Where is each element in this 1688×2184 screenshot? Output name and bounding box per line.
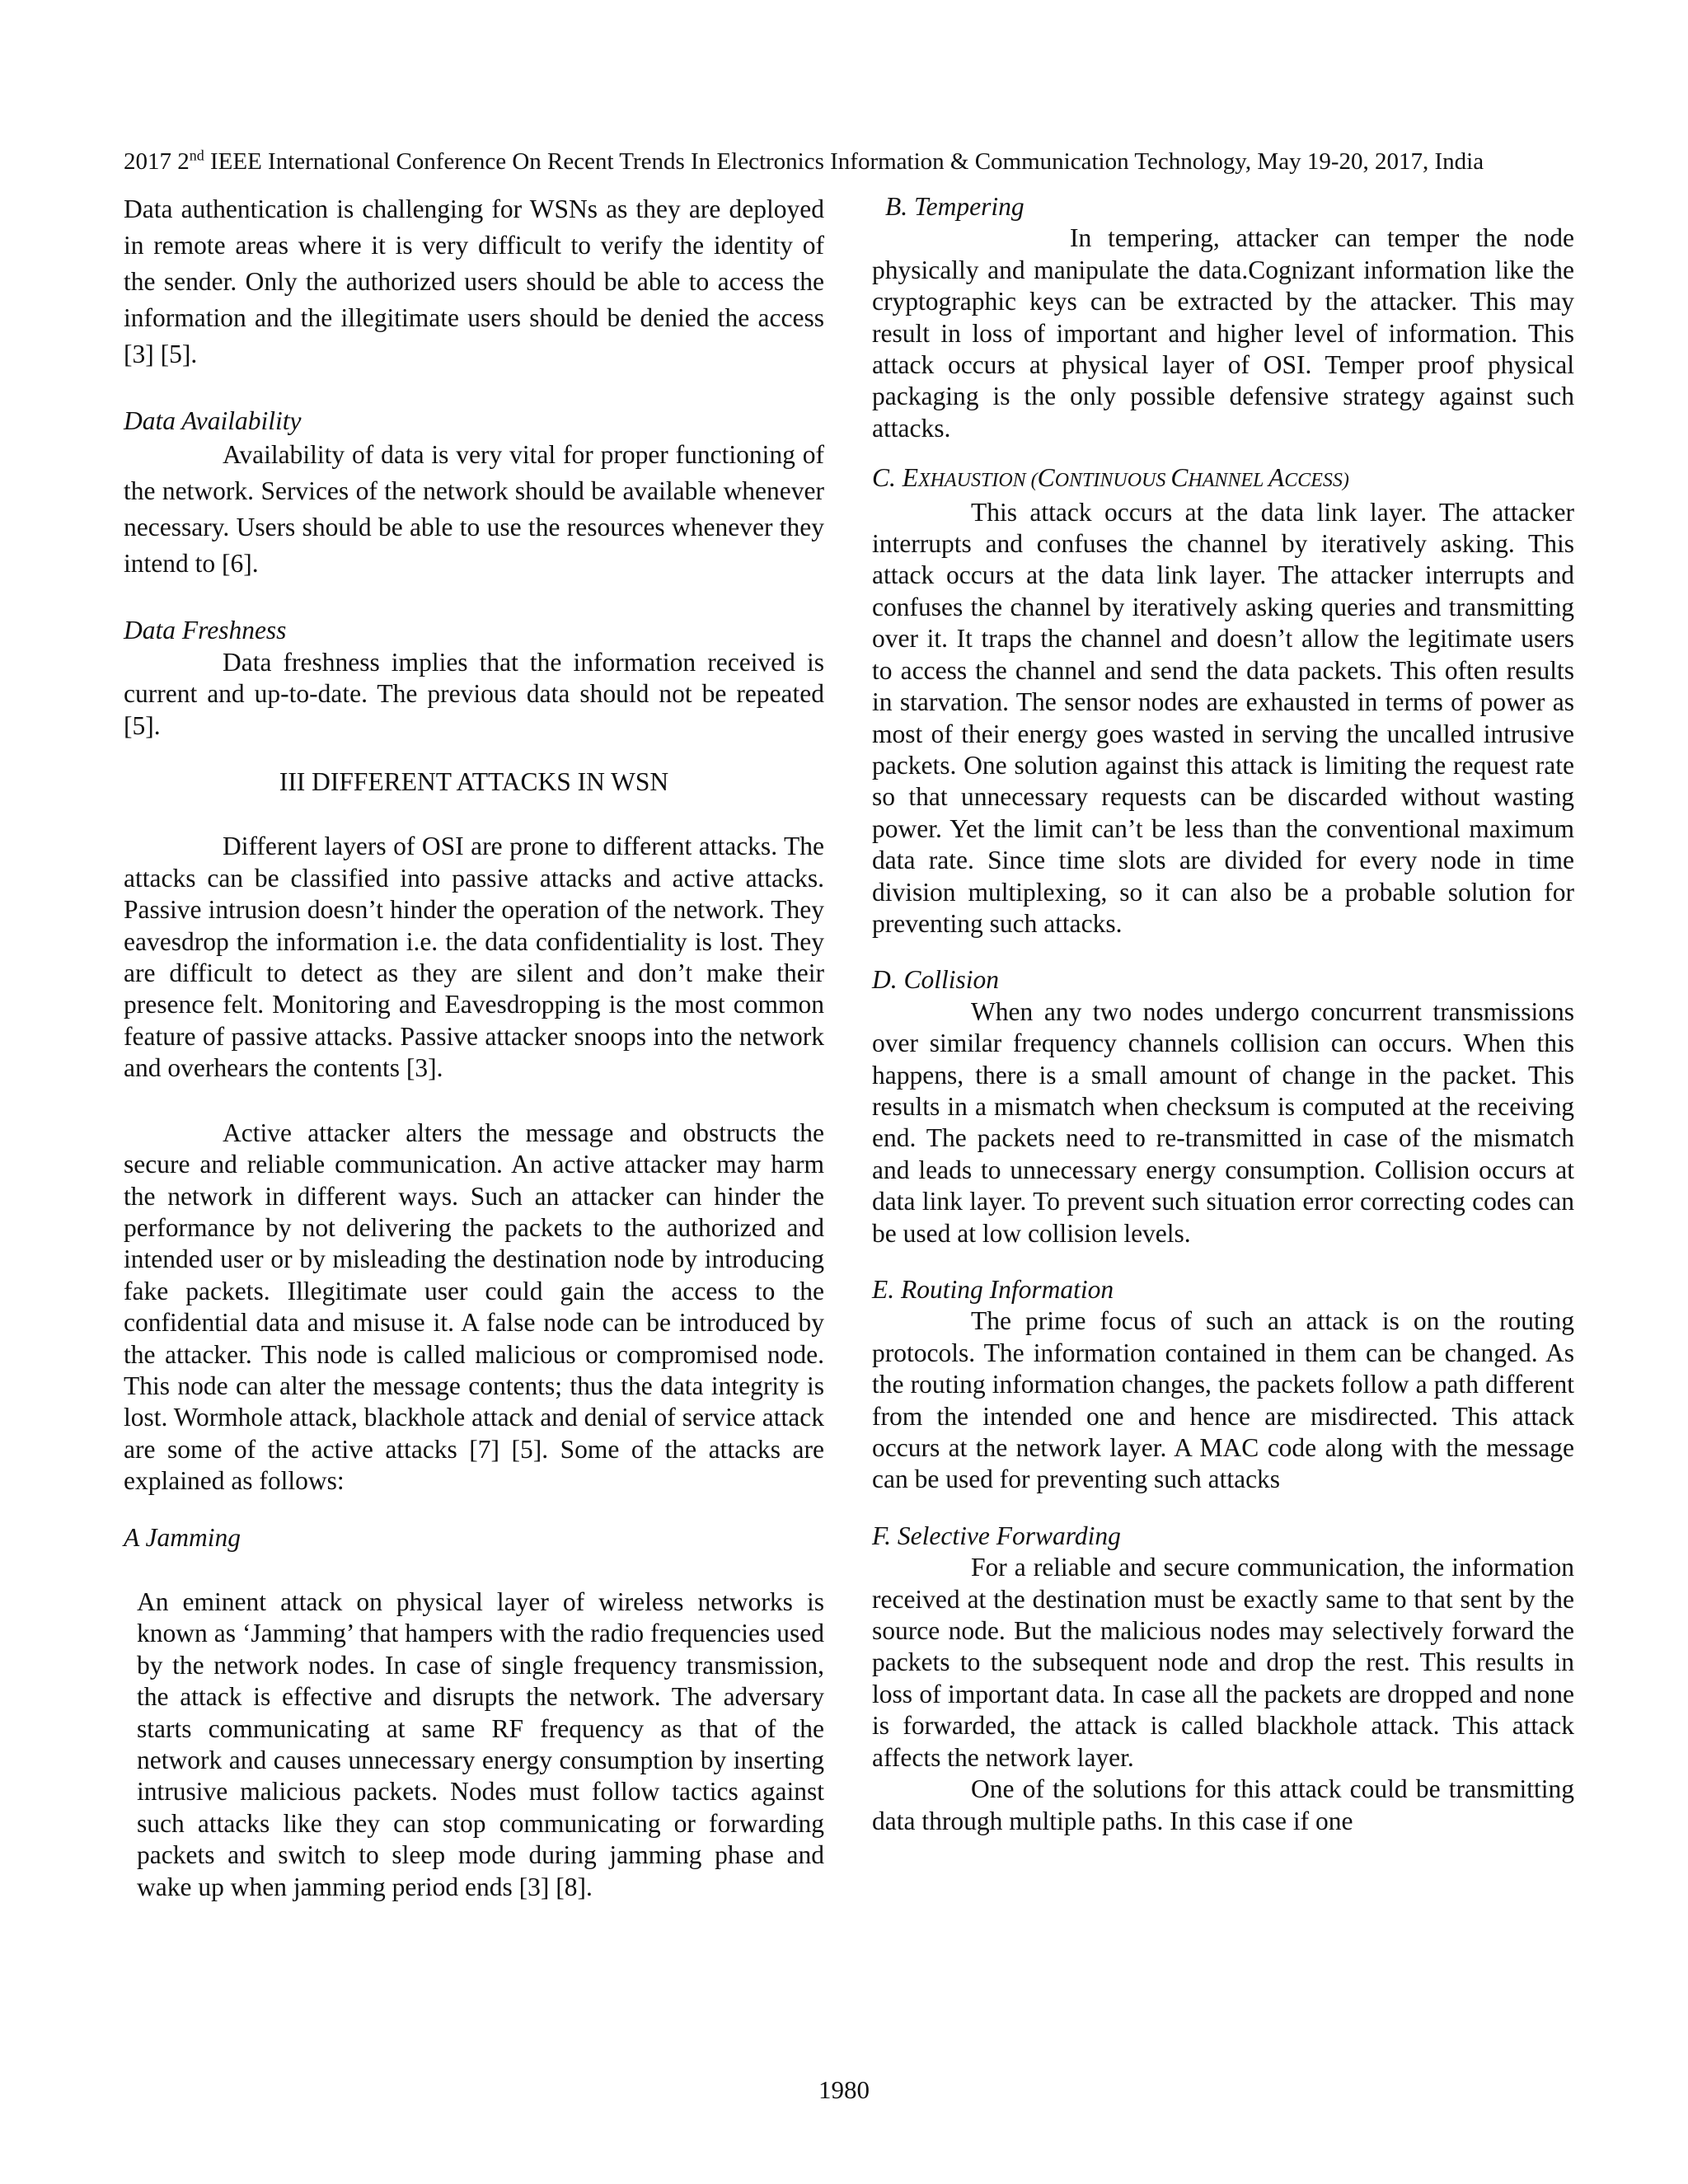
header-conference: IEEE International Conference On Recent Trends In Electronics Information & Communication Technology, May 19-20, 2017, India [204, 148, 1484, 175]
passive-attacks-paragraph: Different layers of OSI are prone to different attacks. The attacks can be classified into passive attacks and active attacks. Passive intrusion doesn’t hinder the operation of the network. They eavesdrop the information i.e. the data confidentiality is lost. They are difficult to detect as they are silent and don’t make their presence felt. Monitoring and Eavesdropping is the most common feature of passive attacks. Passive attacker snoops into the network and overhears the contents [3]. [124, 832, 824, 1083]
data-authentication-paragraph: Data authentication is challenging for WSNs as they are deployed in remote areas where it is very difficult to verify the identity of the sender. Only the authorized users should be able to access the information and the illegitimate users should be denied the access [3] [5]. [124, 194, 824, 368]
exhaustion-heading: C. EXHAUSTION (CONTINUOUS CHANNEL ACCESS) [872, 463, 1349, 493]
collision-paragraph: When any two nodes undergo concurrent transmissions over similar frequency channels collision can occurs. When this happens, there is a small amount of change in the packet. This results in a mismatch when checksum is computed at the receiving end. The packets need to re-transmitted in case of the mismatch and leads to unnecessary energy consumption. Collision occurs at data link layer. To prevent such situation error correcting codes can be used at low collision levels. [872, 996, 1574, 1248]
data-freshness-paragraph: Data freshness implies that the information received is current and up-to-date. The previous data should not be repeated [5]. [124, 647, 824, 740]
left-column [124, 191, 824, 1903]
routing-information-heading: E. Routing Information [872, 1275, 1114, 1304]
data-availability-paragraph: Availability of data is very vital for proper functioning of the network. Services of the network should be available whenever necessary. Users should be able to use the resources whenever they intend to [6]. [124, 440, 824, 579]
running-header [124, 145, 1574, 178]
page-number: 1980 [818, 2075, 870, 2104]
section-title: III DIFFERENT ATTACKS IN WSN [279, 767, 669, 797]
header-year: 2017 2 [124, 148, 190, 175]
right-column [872, 191, 1574, 1837]
active-attacks-paragraph: Active attacker alters the message and obstructs the secure and reliable communication. An active attacker may harm the network in different ways. Such an attacker can hinder the performance by not delivering the packets to the authorized and intended user or by misleading the destination node by introducing fake packets. Illegitimate user could gain the access to the confidential data and misuse it. A false node can be introduced by the attacker. This node is called malicious or compromised node. This node can alter the message contents; thus the data integrity is lost. Wormhole attack, blackhole attack and denial of service attack are some of the active attacks [7] [5]. Some of the attacks are explained as follows: [124, 1118, 824, 1496]
selective-forwarding-heading: F. Selective Forwarding [872, 1521, 1121, 1550]
tempering-paragraph: In tempering, attacker can temper the node physically and manipulate the data.Cognizant information like the cryptographic keys can be extracted by the attacker. This may result in loss of important and higher level of information. This attack occurs at physical layer of OSI. Temper proof physical packaging is the only possible defensive strategy against such attacks. [872, 223, 1574, 443]
selective-forwarding-paragraph: For a reliable and secure communication, the information received at the destination must be exactly same to that sent by the source node. But the malicious nodes may selectively forward the packets to the subsequent node and drop the rest. This results in loss of important data. In case all the packets are dropped and none is forwarded, the attack is called blackhole attack. This attack affects the network layer. [872, 1553, 1574, 1772]
exhaustion-paragraph: This attack occurs at the data link layer. The attacker interrupts and confuses the channel by iteratively asking. This attack occurs at the data link layer. The attacker interrupts and confuses the channel by iteratively asking queries and transmitting over it. It traps the channel and doesn’t allow the legitimate users to access the channel and send the data packets. This often results in starvation. The sensor nodes are exhausted in terms of power as most of their energy goes wasted in serving the uncalled intrusive packets. One solution against this attack is limiting the request rate so that unnecessary requests can be discarded without wasting power. Yet the limit can’t be less than the conventional maximum data rate. Since time slots are divided for every node in time division multiplexing, so it can also be a probable solution for preventing such attacks. [872, 497, 1574, 938]
jamming-heading: A Jamming [124, 1522, 241, 1552]
data-availability-heading: Data Availability [124, 406, 302, 435]
jamming-paragraph: An eminent attack on physical layer of wireless networks is known as ‘Jamming’ that hampers with the radio frequencies used by the network nodes. In case of single frequency transmission, the attack is effective and disrupts the network. The adversary starts communicating at same RF frequency as that of the network and causes unnecessary energy consumption by inserting intrusive malicious packets. Nodes must follow tactics against such attacks like they can stop communicating or forwarding packets and switch to sleep mode during jamming phase and wake up when jamming period ends [3] [8]. [137, 1586, 824, 1901]
routing-information-paragraph: The prime focus of such an attack is on the routing protocols. The information contained in them can be changed. As the routing information changes, the packets follow a path different from the intended one and hence are misdirected. This attack occurs at the network layer. A MAC code along with the message can be used for preventing such attacks [872, 1306, 1574, 1494]
multipath-solution-paragraph: One of the solutions for this attack could be transmitting data through multiple paths. In this case if one [872, 1774, 1574, 1835]
header-ordinal-suffix: nd [189, 147, 204, 164]
data-freshness-heading: Data Freshness [124, 616, 287, 645]
tempering-heading: B. Tempering [885, 192, 1025, 221]
collision-heading: D. Collision [872, 965, 1000, 995]
